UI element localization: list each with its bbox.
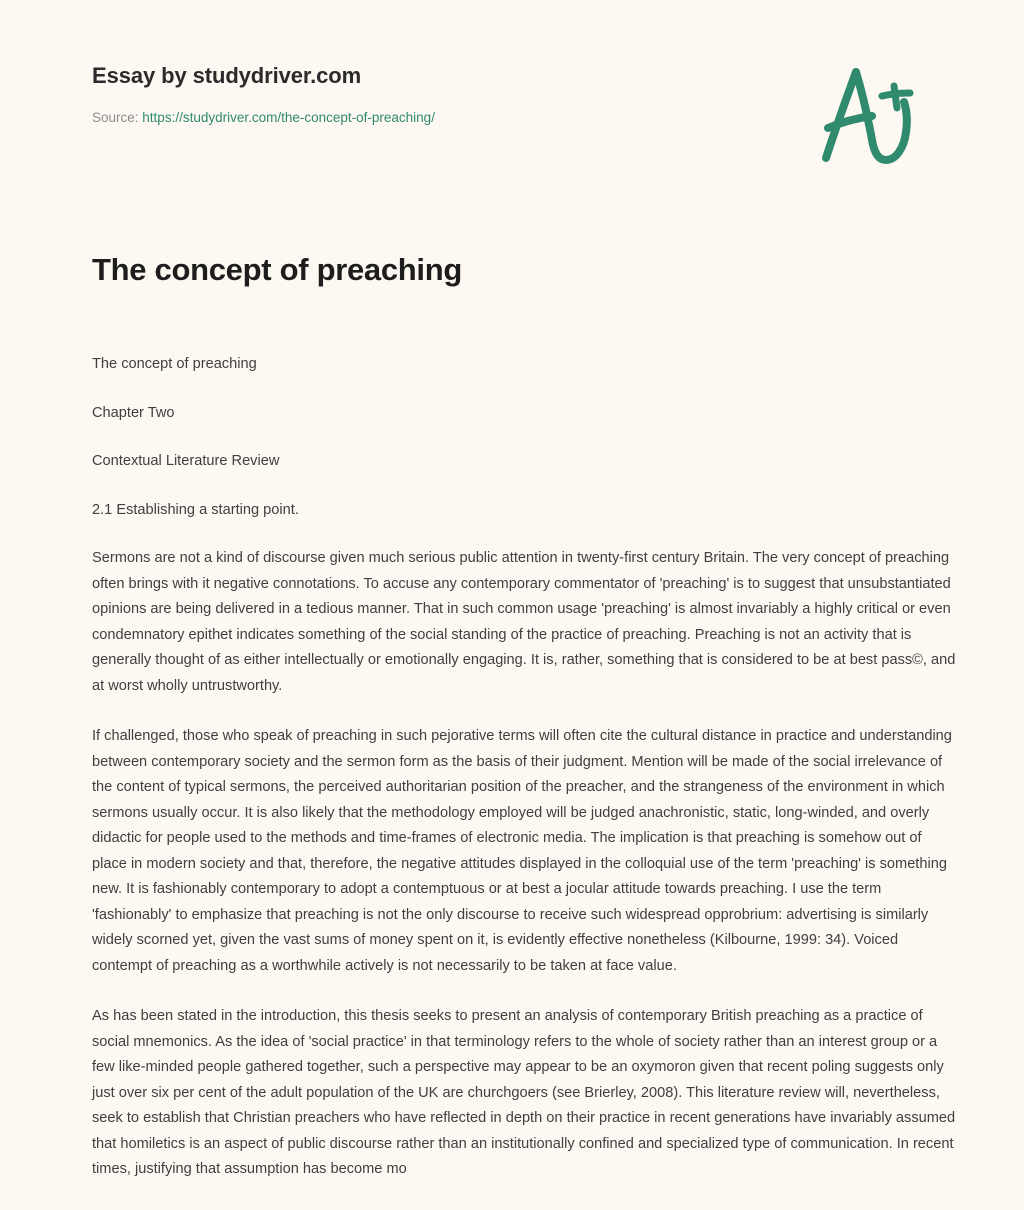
article-paragraph-2: If challenged, those who speak of preaching in such pejorative terms will often cite the cultural distance in practice and understanding between contemporary society and the sermon form as the basis of their judgment. Mention will be made of the social irrelevance of the content of typical sermons, the perceived authoritarian position of the preacher, and the strangeness of the environment in which sermons usually occur. It is also likely that the methodology employed will be judged anachronistic, static, long-winded, and overly didactic for people used to the methods and time-frames of electronic media. The implication is that preaching is somehow out of place in modern society and that, therefore, the negative attitudes displayed in the colloquial use of the term 'preaching' is something new. It is fashionably contemporary to adopt a contemptuous or at best a jocular attitude towards preaching. I use the term 'fashionably' to emphasize that preaching is not the only discourse to receive such widespread opprobrium: advertising is similarly widely scorned yet, given the vast sums of money spent on it, is evidently effective nonetheless (Kilbourne, 1999: 34). Voiced contempt of preaching as a worthwhile actively is not necessarily to be taken at face value. [92, 728, 952, 974]
a-plus-logo [812, 66, 924, 170]
page-title: The concept of preaching [92, 252, 463, 287]
brand-block [92, 62, 732, 127]
article-line-title: The concept of preaching [92, 356, 257, 372]
page-header [0, 0, 1024, 200]
article-paragraph-1: Sermons are not a kind of discourse given much serious public attention in twenty-first century Britain. The very concept of preaching often brings with it negative connotations. To accuse any contemporary commentator of 'preaching' is to suggest that unsubstantiated opinions are being delivered in a tedious manner. That in such common usage 'preaching' is almost invariably a highly critical or even condemnatory epithet indicates something of the social standing of the practice of preaching. Preaching is not an activity that is generally thought of as either intellectually or emotionally engaging. It is, rather, something that is considered to be at best pass©, and at worst wholly untrustworthy. [92, 550, 956, 694]
a-plus-logo-icon [812, 66, 924, 170]
article-line-subsection: 2.1 Establishing a starting point. [92, 501, 299, 518]
article-line-section: Contextual Literature Review [92, 453, 280, 469]
source-label: Source: [92, 109, 139, 125]
source-url-link[interactable]: https://studydriver.com/the-concept-of-preaching [142, 109, 432, 125]
article-paragraph-3: As has been stated in the introduction, this thesis seeks to present an analysis of contemporary British preaching as a practice of social mnemonics. As the idea of 'social practice' in that terminology refers to the whole of society rather than an interest group or a few like-minded people gathered together, such a perspective may appear to be an oxymoron given that recent poling suggests only just over six per cent of the adult population of the UK are churchgoers (see Brierley, 2008). This literature review will, nevertheless, seek to establish that Christian preachers who have reflected in depth on their practice in recent generations have invariably assumed that homiletics is an aspect of public discourse rather than an institutionally confined and specialized type of communication. In recent times, justifying that assumption has become mo [92, 1008, 956, 1177]
article-line-chapter: Chapter Two [92, 404, 175, 421]
source-url-trailing-slash: / [431, 109, 435, 125]
source-line [92, 109, 732, 128]
article-body [92, 352, 958, 1208]
brand-title: Essay by studydriver.com [92, 63, 362, 88]
